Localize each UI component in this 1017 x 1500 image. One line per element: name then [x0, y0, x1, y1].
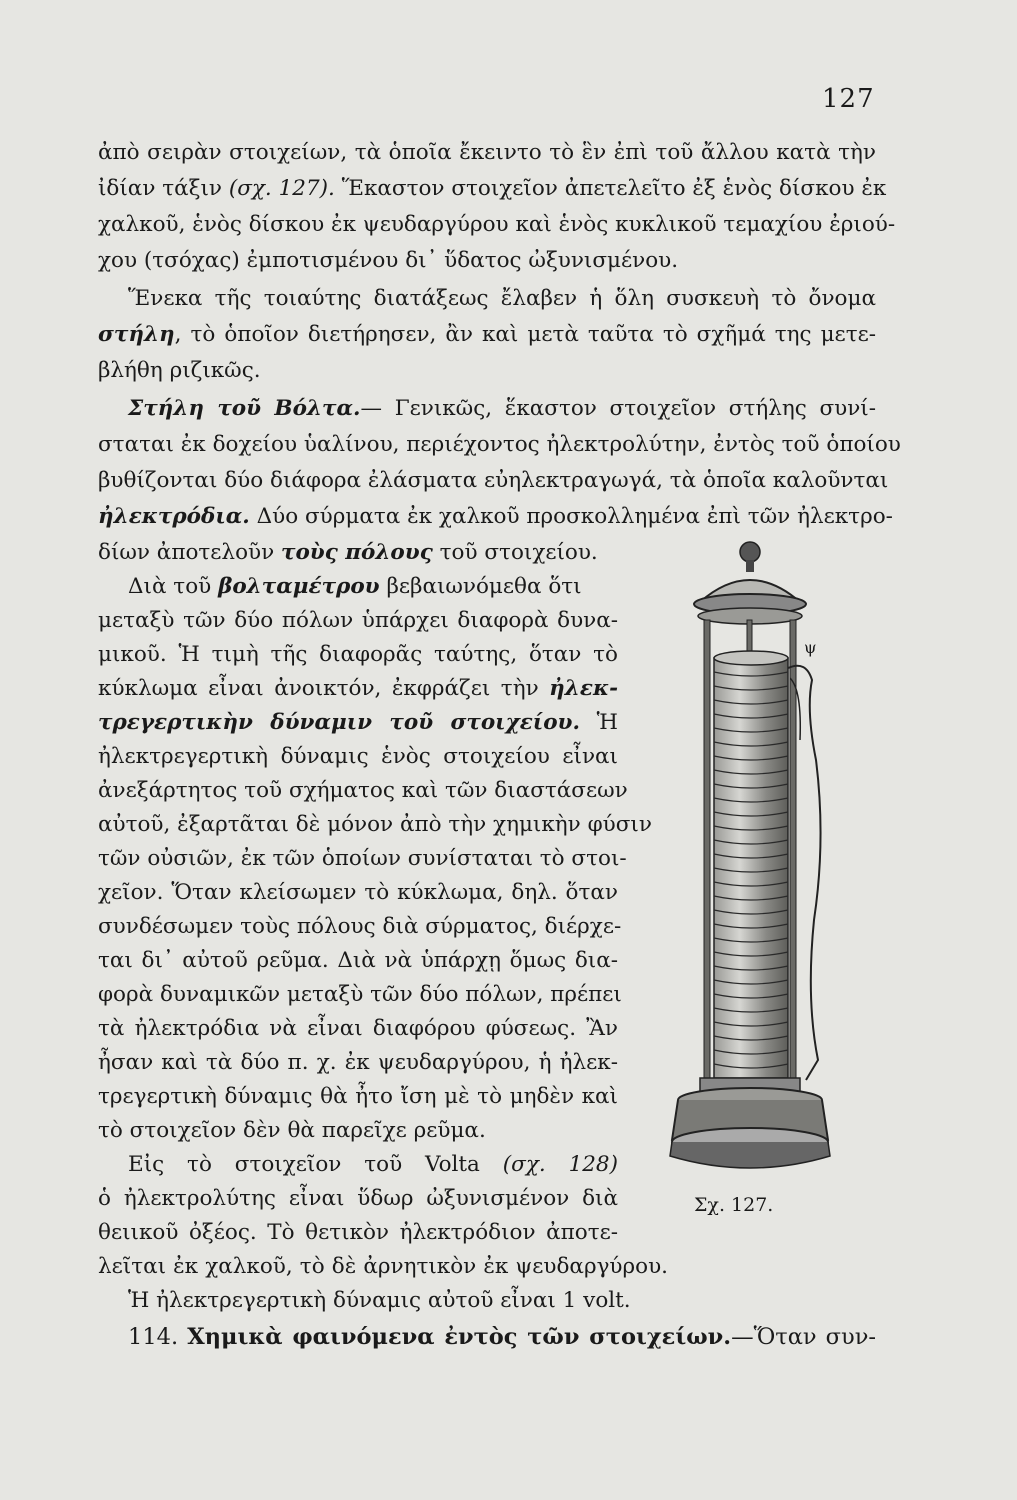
text-line: χαλκοῦ, ἑνὸς δίσκου ἐκ ψευδαργύρου καὶ ἑνὸς κυκλικοῦ τεμαχίου ἐριού- — [98, 212, 896, 237]
text-line: ἰδίαν τάξιν (σχ. 127). Ἕκαστον στοιχεῖον ἀπετελεῖτο ἐξ ἑνὸς δίσκου ἐκ — [98, 176, 887, 201]
text-line: τὰ ἠλεκτρόδια νὰ εἶναι διαφόρου φύσεως. Ἂν — [98, 1016, 618, 1041]
volta-pile-illustration — [630, 540, 870, 1180]
text-line: ται δι᾿ αὐτοῦ ρεῦμα. Διὰ νὰ ὑπάρχῃ ὅμως δια- — [98, 948, 618, 973]
text-line: τῶν οὐσιῶν, ἐκ τῶν ὁποίων συνίσταται τὸ στοι- — [98, 846, 627, 871]
text-line: κύκλωμα εἶναι ἀνοικτόν, ἐκφράζει τὴν ἠλεκ- — [98, 676, 618, 701]
text-line: φορὰ δυναμικῶν μεταξὺ τῶν δύο πόλων, πρέπει — [98, 982, 622, 1007]
text-line: βλήθη ριζικῶς. — [98, 358, 261, 383]
text-line: ἠλεκτρεγερτικὴ δύναμις ἑνὸς στοιχείου εἶναι — [98, 744, 618, 769]
text-line: ἠλεκτρόδια. Δύο σύρματα ἐκ χαλκοῦ προσκολλημένα ἐπὶ τῶν ἠλεκτρο- — [98, 504, 893, 529]
text-line: μικοῦ. Ἡ τιμὴ τῆς διαφορᾶς ταύτης, ὅταν τὸ — [98, 642, 618, 667]
page-number: 127 — [822, 84, 875, 114]
text-line: Στήλη τοῦ Βόλτα.— Γενικῶς, ἕκαστον στοιχεῖον στήλης συνί- — [128, 396, 876, 421]
text-line: Ἡ ἠλεκτρεγερτικὴ δύναμις αὐτοῦ εἶναι 1 volt. — [128, 1288, 631, 1313]
text-line: ὁ ἠλεκτρολύτης εἶναι ὕδωρ ὠξυνισμένον διὰ — [98, 1186, 618, 1211]
text-line: ἦσαν καὶ τὰ δύο π. χ. ἐκ ψευδαργύρου, ἡ ἠλεκ- — [98, 1050, 618, 1075]
figure-label-psi: ψ — [804, 638, 817, 657]
text-line: χου (τσόχας) ἐμποτισμένου δι᾿ ὕδατος ὠξυνισμένου. — [98, 248, 679, 273]
text-line: βυθίζονται δύο διάφορα ἐλάσματα εὐηλεκτραγωγά, τὰ ὁποῖα καλοῦνται — [98, 468, 889, 493]
text-line: τρεγερτικὴ δύναμις θὰ ἦτο ἴση μὲ τὸ μηδὲν καὶ — [98, 1084, 618, 1109]
text-line: τρεγερτικὴν δύναμιν τοῦ στοιχείου. Ἡ — [98, 710, 618, 735]
text-line: Εἰς τὸ στοιχεῖον τοῦ Volta (σχ. 128) — [128, 1152, 618, 1177]
text-line: αὐτοῦ, ἐξαρτᾶται δὲ μόνον ἀπὸ τὴν χημικὴν φύσιν — [98, 812, 652, 837]
section-heading-line: 114. Χημικὰ φαινόμενα ἐντὸς τῶν στοιχείων.—Ὅταν συν- — [128, 1324, 876, 1350]
text-line: Διὰ τοῦ βολταμέτρου βεβαιωνόμεθα ὅτι — [128, 574, 582, 599]
text-line: λεῖται ἐκ χαλκοῦ, τὸ δὲ ἀρνητικὸν ἐκ ψευδαργύρου. — [98, 1254, 668, 1279]
figure-caption: Σχ. 127. — [694, 1194, 774, 1216]
text-line: στήλη, τὸ ὁποῖον διετήρησεν, ἂν καὶ μετὰ ταῦτα τὸ σχῆμά της μετε- — [98, 322, 876, 347]
text-line: χεῖον. Ὅταν κλείσωμεν τὸ κύκλωμα, δηλ. ὅταν — [98, 880, 618, 905]
text-line: τὸ στοιχεῖον δὲν θὰ παρεῖχε ρεῦμα. — [98, 1118, 486, 1143]
text-line: Ἕνεκα τῆς τοιαύτης διατάξεως ἔλαβεν ἡ ὅλη συσκευὴ τὸ ὄνομα — [128, 286, 876, 311]
text-line: ἀπὸ σειρὰν στοιχείων, τὰ ὁποῖα ἔκειντο τὸ ἓν ἐπὶ τοῦ ἄλλου κατὰ τὴν — [98, 140, 876, 165]
text-line: σταται ἐκ δοχείου ὑαλίνου, περιέχοντος ἠλεκτρολύτην, ἐντὸς τοῦ ὁποίου — [98, 432, 901, 457]
text-line: μεταξὺ τῶν δύο πόλων ὑπάρχει διαφορὰ δυνα- — [98, 608, 618, 633]
text-line: δίων ἀποτελοῦν τοὺς πόλους τοῦ στοιχείου. — [98, 540, 598, 565]
text-line: ἀνεξάρτητος τοῦ σχήματος καὶ τῶν διαστάσεων — [98, 778, 628, 803]
text-line: θειικοῦ ὀξέος. Τὸ θετικὸν ἠλεκτρόδιον ἀποτε- — [98, 1220, 618, 1245]
volta-pile-figure — [630, 540, 870, 1180]
text-line: συνδέσωμεν τοὺς πόλους διὰ σύρματος, διέρχε- — [98, 914, 622, 939]
